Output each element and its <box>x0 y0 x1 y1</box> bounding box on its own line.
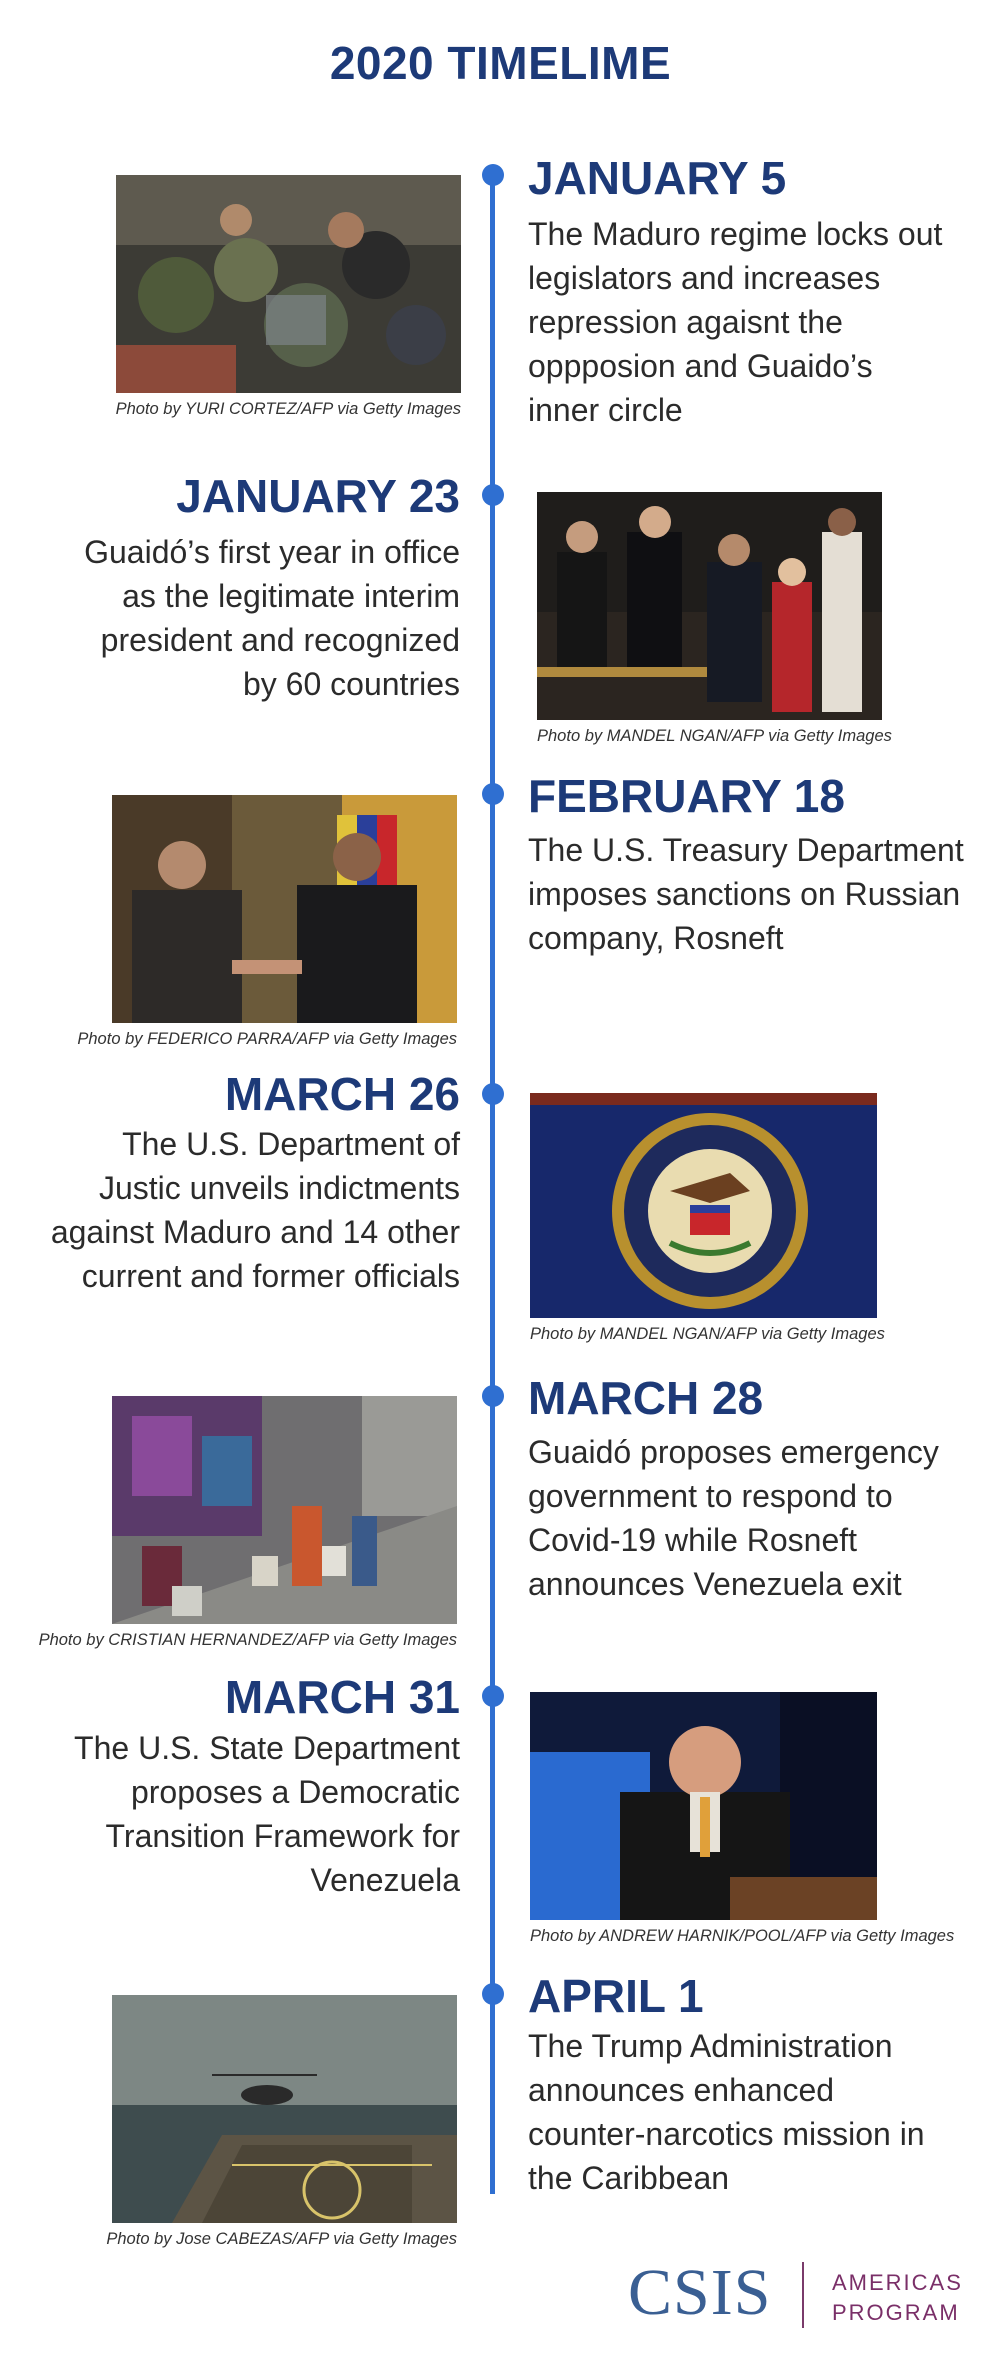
description-line: oppposion and Guaido’s <box>528 348 873 384</box>
event-description <box>528 212 942 432</box>
event-description <box>528 2024 925 2200</box>
description-line: The U.S. Department of <box>122 1126 460 1162</box>
event-date: FEBRUARY 18 <box>528 770 845 822</box>
americas-label: AMERICAS <box>832 2270 963 2295</box>
description-line: The U.S. Treasury Department <box>528 832 964 868</box>
description-line: by 60 countries <box>242 666 460 702</box>
protest-photo <box>116 175 461 393</box>
description-line: announces Venezuela exit <box>528 1566 902 1602</box>
photo-caption: Photo by FEDERICO PARRA/AFP via Getty Images <box>77 1030 457 1048</box>
description-line: against Maduro and 14 other <box>50 1214 460 1250</box>
photo-caption: Photo by ANDREW HARNIK/POOL/AFP via Getty Images <box>530 1927 955 1945</box>
description-line: government to respond to <box>528 1478 893 1514</box>
event-date: MARCH 28 <box>528 1372 764 1424</box>
description-line: Guaidó proposes emergency <box>528 1434 939 1470</box>
timeline-dot <box>482 783 504 805</box>
description-line: inner circle <box>528 392 683 428</box>
event-date: MARCH 31 <box>224 1671 460 1723</box>
program-label: PROGRAM <box>832 2300 960 2325</box>
description-line: as the legitimate interim <box>122 578 460 614</box>
congress-photo <box>537 492 882 720</box>
handshake-photo <box>112 795 457 1023</box>
event-date: APRIL 1 <box>528 1970 704 2022</box>
description-line: The U.S. State Department <box>74 1730 460 1766</box>
doj-seal-photo <box>530 1093 877 1318</box>
description-line: Venezuela <box>310 1862 460 1898</box>
water-line-photo <box>112 1396 457 1624</box>
csis-logo: CSIS <box>628 2256 772 2329</box>
description-line: Covid-19 while Rosneft <box>528 1522 858 1558</box>
photo-caption: Photo by CRISTIAN HERNANDEZ/AFP via Getty Images <box>38 1631 457 1649</box>
timeline-dot <box>482 484 504 506</box>
description-line: president and recognized <box>100 622 460 658</box>
description-line: company, Rosneft <box>528 920 784 956</box>
timeline-dot <box>482 1385 504 1407</box>
description-line: legislators and increases <box>528 260 881 296</box>
timeline-dot <box>482 164 504 186</box>
timeline-dot <box>482 1983 504 2005</box>
description-line: imposes sanctions on Russian <box>528 876 961 912</box>
photo-caption: Photo by YURI CORTEZ/AFP via Getty Images <box>115 400 461 418</box>
logo-divider <box>802 2262 804 2328</box>
description-line: current and former officials <box>81 1258 460 1294</box>
description-line: repression agaisnt the <box>528 304 843 340</box>
photo-caption: Photo by Jose CABEZAS/AFP via Getty Images <box>106 2230 457 2248</box>
description-line: Transition Framework for <box>105 1818 460 1854</box>
description-line: announces enhanced <box>528 2072 835 2108</box>
event-date: JANUARY 23 <box>176 470 460 522</box>
timeline-dot <box>482 1685 504 1707</box>
description-line: The Maduro regime locks out <box>528 216 943 252</box>
description-line: The Trump Administration <box>528 2028 893 2064</box>
event-date: JANUARY 5 <box>528 152 787 204</box>
description-line: proposes a Democratic <box>130 1774 460 1810</box>
photo-caption: Photo by MANDEL NGAN/AFP via Getty Images <box>530 1325 885 1343</box>
event-description <box>528 1430 939 1606</box>
description-line: counter-narcotics mission in <box>528 2116 925 2152</box>
event-description <box>84 530 460 706</box>
event-description <box>528 828 964 960</box>
description-line: Justic unveils indictments <box>98 1170 460 1206</box>
photo-caption: Photo by MANDEL NGAN/AFP via Getty Images <box>537 727 892 745</box>
description-line: the Caribbean <box>528 2160 730 2196</box>
helicopter-ship-photo <box>112 1995 457 2223</box>
description-line: Guaidó’s first year in office <box>84 534 460 570</box>
timeline-line <box>490 172 495 2194</box>
press-conference-photo <box>530 1692 877 1920</box>
event-date: MARCH 26 <box>224 1068 460 1120</box>
timeline-dot <box>482 1083 504 1105</box>
page-title: 2020 TIMELIME <box>329 37 672 89</box>
event-description <box>74 1726 460 1902</box>
event-description <box>51 1122 460 1298</box>
